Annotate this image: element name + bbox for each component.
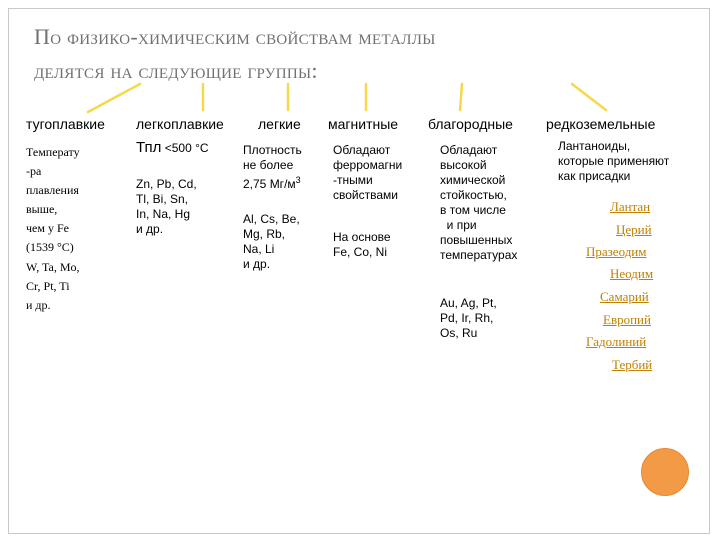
fusible-desc [136,139,209,156]
title-line-1: По физико-химическим свойствам металлы [34,24,436,49]
noble-examples: Au, Ag, Pt, Pd, Ir, Rh, Os, Ru [440,296,497,340]
header-magnetic: магнитные [328,116,399,132]
magnetic-desc: Обладают ферромагни -тными свойствами [333,143,403,202]
arrow-refractory [88,84,140,112]
header-light: легкие [258,116,301,132]
rare-element-praseodymium[interactable]: Празеодим [586,244,647,259]
rare-element-lanthanum[interactable]: Лантан [610,199,651,214]
rare-earth-desc: Лантаноиды, которые применяют как присадки [558,139,670,183]
rare-element-europium[interactable]: Европий [603,312,651,327]
rare-element-samarium[interactable]: Самарий [600,289,649,304]
title-line-2: делятся на следующие группы: [34,58,318,83]
rare-element-terbium[interactable]: Тербий [612,357,653,372]
light-desc-superscript: 3 [295,175,301,185]
magnetic-examples: На основе Fe, Co, Ni [333,230,391,259]
orange-circle-icon [641,448,689,496]
fusible-desc-value: <500 °С [161,141,209,155]
light-examples: Al, Cs, Be, Mg, Rb, Na, Li и др. [243,212,300,271]
header-noble: благородные [428,116,513,132]
rare-element-gadolinium[interactable]: Гадолиний [586,334,647,349]
header-fusible: легкоплавкие [136,116,224,132]
noble-desc: Обладают высокой химической стойкостью, в том числе и при повышенных температурах [440,143,518,262]
header-rare-earth: редкоземельные [546,116,656,132]
fusible-desc-symbol: Тпл [136,139,162,156]
rare-element-neodymium[interactable]: Неодим [610,266,654,281]
light-desc-text: Плотность не более 2,75 Мг/м [243,143,302,191]
refractory-examples: W, Ta, Mo, Cr, Pt, Ti и др. [26,260,80,312]
arrow-noble [460,84,462,110]
rare-element-cerium[interactable]: Церий [616,222,652,237]
refractory-desc: Температу -ра плавления выше, чем у Fe (1539 °С) [26,145,80,254]
light-desc [243,143,302,192]
fusible-examples: Zn, Pb, Cd, Tl, Bi, Sn, In, Na, Hg и др. [136,177,197,236]
arrow-rare-earth [572,84,606,110]
header-refractory: тугоплавкие [26,116,105,132]
